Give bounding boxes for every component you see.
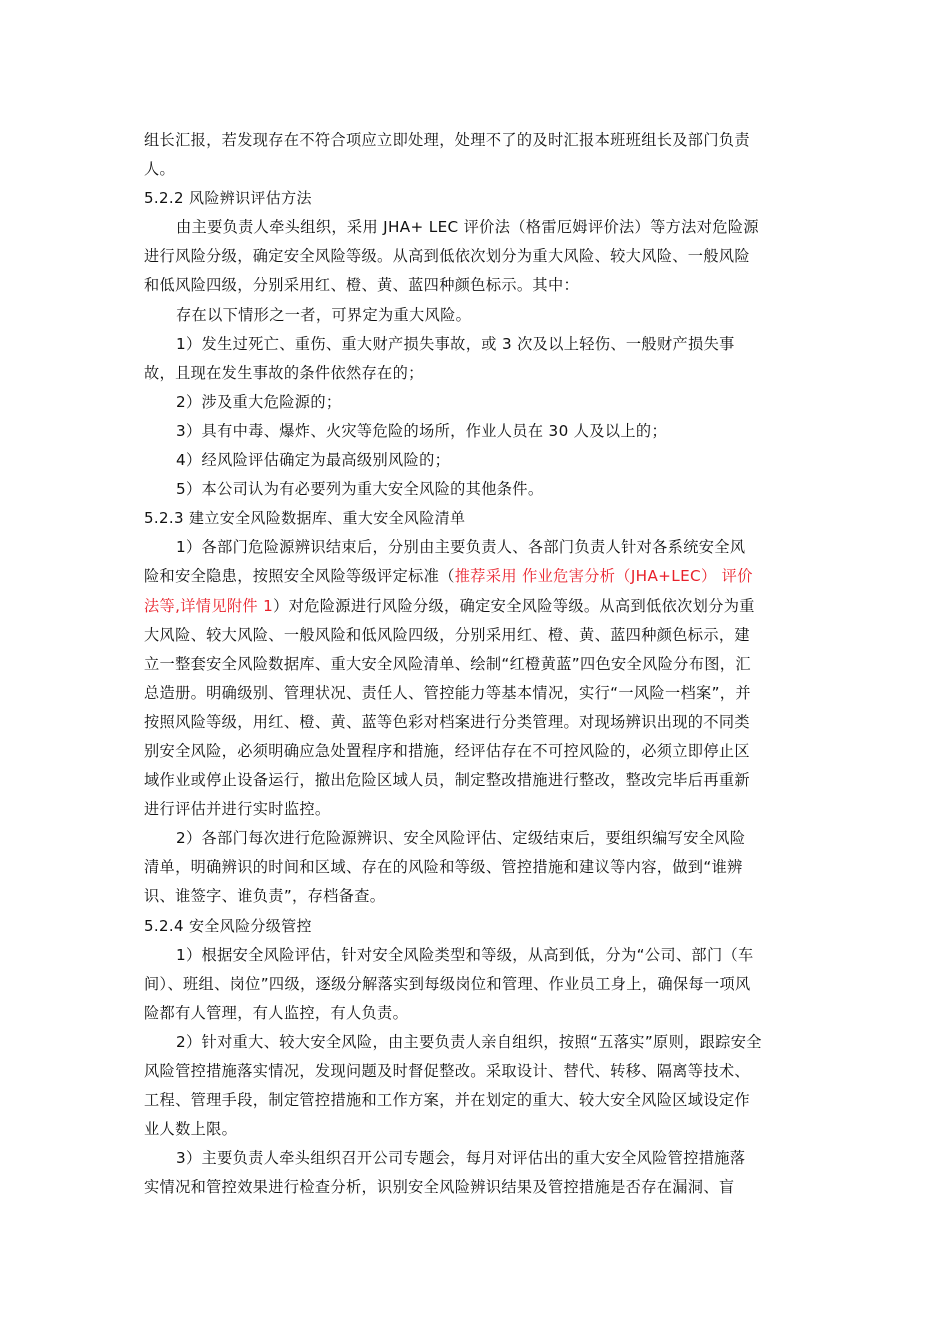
text-run: 险和安全隐患，按照安全风险等级评定标准（	[144, 567, 455, 586]
list-item-line: 业人数上限。	[144, 1120, 238, 1139]
paragraph-line: 存在以下情形之一者，可界定为重大风险。	[176, 305, 472, 324]
list-item-line: 5）本公司认为有必要列为重大安全风险的其他条件。	[176, 480, 544, 499]
section-heading-5-2-3: 5.2.3 建立安全风险数据库、重大安全风险清单	[144, 509, 466, 528]
list-item-line: 清单，明确辨识的时间和区域、存在的风险和等级、管控措施和建议等内容，做到“谁辨	[144, 858, 743, 877]
list-item-line: 1）各部门危险源辨识结束后，分别由主要负责人、各部门负责人针对各系统安全风	[176, 538, 746, 557]
highlighted-text: 法等,详情见附件 1	[144, 596, 274, 615]
list-item-line: 工程、管理手段，制定管控措施和工作方案，并在划定的重大、较大安全风险区域设定作	[144, 1091, 750, 1110]
list-item-line	[144, 592, 808, 621]
paragraph-line: 进行风险分级，确定安全风险等级。从高到低依次划分为重大风险、较大风险、一般风险	[144, 247, 750, 266]
list-item-line: 3）主要负责人牵头组织召开公司专题会，每月对评估出的重大安全风险管控措施落	[176, 1149, 746, 1168]
section-heading-5-2-4: 5.2.4 安全风险分级管控	[144, 916, 312, 935]
list-item-line: 3）具有中毒、爆炸、火灾等危险的场所，作业人员在 30 人及以上的；	[176, 421, 667, 440]
list-item-line: 识、谁签字、谁负责”，存档备查。	[144, 887, 386, 906]
list-item-line: 风险管控措施落实情况，发现问题及时督促整改。采取设计、替代、转移、隔离等技术、	[144, 1062, 750, 1080]
list-item-line: 进行评估并进行实时监控。	[144, 800, 331, 819]
list-item-line: 2）针对重大、较大安全风险，由主要负责人亲自组织，按照“五落实”原则，跟踪安全	[176, 1032, 762, 1051]
list-item-line: 按照风险等级，用红、橙、黄、蓝等色彩对档案进行分类管理。对现场辨识出现的不同类	[144, 712, 750, 731]
section-heading-5-2-2: 5.2.2 风险辨识评估方法	[144, 189, 312, 208]
list-item-line: 1）根据安全风险评估，针对安全风险类型和等级，从高到低，分为“公司、部门（车	[176, 945, 754, 964]
paragraph-line: 和低风险四级，分别采用红、橙、黄、蓝四种颜色标示。其中：	[144, 276, 580, 295]
list-item-line: 2）涉及重大危险源的；	[176, 392, 342, 411]
paragraph-line: 人。	[144, 160, 176, 179]
list-item-line: 故，且现在发生事故的条件依然存在的；	[144, 363, 424, 382]
list-item-line: 总造册。明确级别、管理状况、责任人、管控能力等基本情况，实行“一风险一档案”，并	[144, 683, 751, 702]
highlighted-text: 推荐采用 作业危害分析（JHA+LEC） 评价	[454, 567, 753, 586]
list-item-line	[144, 562, 808, 591]
list-item-line: 立一整套安全风险数据库、重大安全风险清单、绘制“红橙黄蓝”四色安全风险分布图，汇	[144, 654, 751, 673]
list-item-line: 险都有人管理，有人监控，有人负责。	[144, 1003, 409, 1022]
list-item-line: 实情况和管控效果进行检查分析，识别安全风险辨识结果及管控措施是否存在漏洞、盲	[144, 1178, 735, 1197]
list-item-line: 域作业或停止设备运行，撤出危险区域人员，制定整改措施进行整改，整改完毕后再重新	[144, 771, 750, 790]
list-item-line: 间）、班组、岗位”四级，逐级分解落实到每级岗位和管理、作业员工身上，确保每一项风	[144, 974, 751, 993]
text-run: ）对危险源进行风险分级，确定安全风险等级。从高到低依次划分为重	[273, 596, 755, 615]
paragraph-line: 由主要负责人牵头组织，采用 JHA+ LEC 评价法（格雷厄姆评价法）等方法对危险源	[176, 218, 759, 237]
document-page	[144, 126, 808, 1202]
list-item-line: 别安全风险，必须明确应急处置程序和措施，经评估存在不可控风险的，必须立即停止区	[144, 741, 750, 760]
list-item-line: 1）发生过死亡、重伤、重大财产损失事故，或 3 次及以上轻伤、一般财产损失事	[176, 334, 735, 353]
list-item-line: 2）各部门每次进行危险源辨识、安全风险评估、定级结束后，要组织编写安全风险	[176, 829, 746, 848]
paragraph-line: 组长汇报，若发现存在不符合项应立即处理，处理不了的及时汇报本班班组长及部门负责	[144, 131, 750, 149]
list-item-line: 大风险、较大风险、一般风险和低风险四级，分别采用红、橙、黄、蓝四种颜色标示，建	[144, 625, 750, 644]
list-item-line: 4）经风险评估确定为最高级别风险的；	[176, 451, 451, 470]
